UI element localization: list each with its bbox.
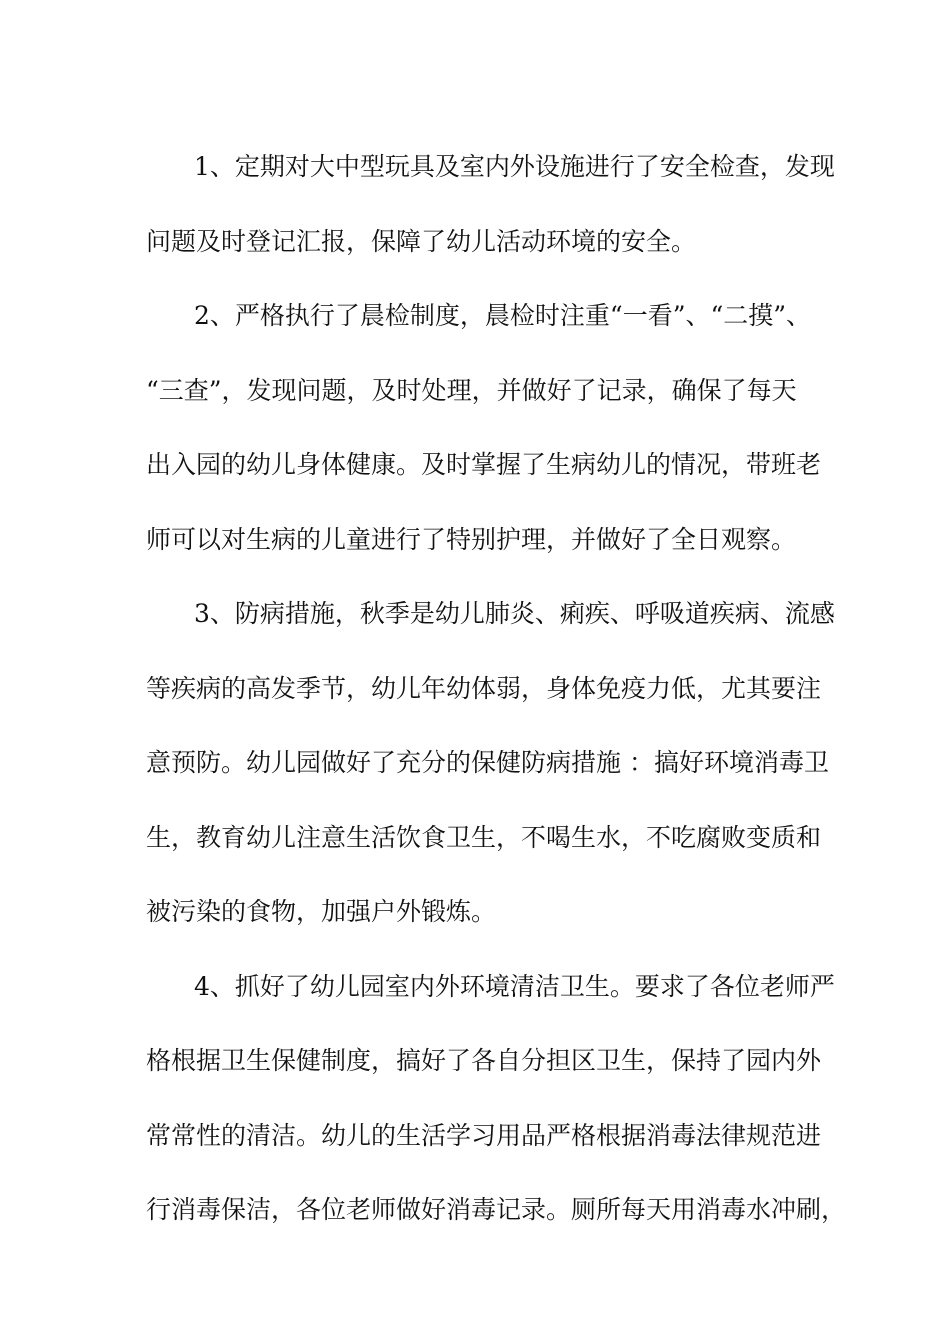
paragraph-1-line-2: 问题及时登记汇报，保障了幼儿活动环境的安全。 (146, 226, 697, 256)
paragraph-3-line-5: 被污染的食物，加强户外锻炼。 (146, 897, 497, 926)
paragraph-4-line-1: 4、抓好了幼儿园室内外环境清洁卫生。要求了各位老师严 (194, 971, 835, 1001)
paragraph-4-line-4: 行消毒保洁，各位老师做好消毒记录。厕所每天用消毒水冲刷， (146, 1195, 847, 1224)
paragraph-3-line-2: 等疾病的高发季节，幼儿年幼体弱，身体免疫力低，尤其要注 (146, 673, 822, 703)
paragraph-4-line-2: 格根据卫生保健制度，搞好了各自分担区卫生，保持了园内外 (146, 1046, 822, 1075)
paragraph-3-line-4: 生，教育幼儿注意生活饮食卫生，不喝生水，不吃腐败变质和 (146, 822, 822, 852)
paragraph-2-line-1: 2、严格执行了晨检制度，晨检时注重“一看”、“二摸”、 (194, 301, 812, 330)
paragraph-1-line-1: 1、定期对大中型玩具及室内外设施进行了安全检查，发现 (194, 152, 835, 181)
paragraph-2-line-4: 师可以对生病的儿童进行了特别护理，并做好了全日观察。 (146, 524, 797, 554)
paragraph-3-line-1: 3、防病措施，秋季是幼儿肺炎、痢疾、呼吸道疾病、流感 (194, 599, 835, 628)
paragraph-4-line-3: 常常性的清洁。幼儿的生活学习用品严格根据消毒法律规范进 (146, 1120, 822, 1150)
document-body (146, 130, 847, 1248)
paragraph-3-line-3: 意预防。幼儿园做好了充分的保健防病措施 ：搞好环境消毒卫 (146, 748, 829, 777)
paragraph-2-line-2: “三查”，发现问题，及时处理，并做好了记录，确保了每天 (146, 375, 797, 405)
paragraph-2-line-3: 出入园的幼儿身体健康。及时掌握了生病幼儿的情况，带班老 (146, 450, 822, 479)
